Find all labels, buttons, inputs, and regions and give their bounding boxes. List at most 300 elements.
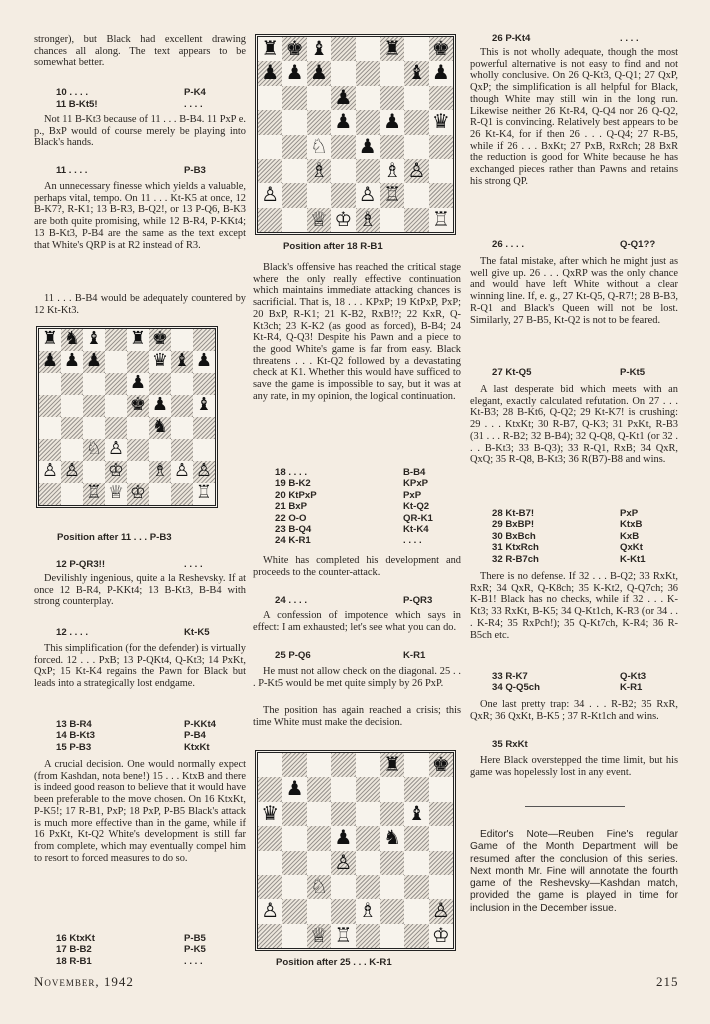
board-square	[83, 395, 105, 417]
board-square	[356, 826, 380, 850]
diagram-caption: Position after 18 R-B1	[283, 241, 383, 252]
board-square	[39, 395, 61, 417]
white-move: 35 RxKt	[492, 739, 528, 750]
black-move: P-KKt4	[184, 719, 216, 730]
white-king-icon: ♔	[129, 482, 147, 503]
board-square	[258, 777, 282, 801]
move-line	[34, 99, 246, 110]
board-square	[193, 417, 215, 439]
black-pawn-icon: ♟	[63, 350, 81, 371]
move-line	[253, 467, 461, 478]
black-move: P-B5	[184, 933, 206, 944]
black-queen-icon: ♛	[151, 350, 169, 371]
board-square	[331, 777, 355, 801]
board-square	[258, 86, 282, 110]
move-line	[34, 627, 246, 638]
white-move: 26 P-Kt4	[492, 33, 531, 44]
board-square	[127, 439, 149, 461]
black-move: QR-K1	[403, 512, 433, 524]
chess-diagram-2	[255, 34, 456, 235]
board-square	[282, 753, 306, 777]
board-square	[307, 826, 331, 850]
black-move: KPxP	[403, 478, 429, 490]
white-pawn-icon: ♙	[173, 460, 191, 481]
move-line	[470, 682, 678, 693]
white-bishop-icon: ♗	[358, 898, 377, 923]
black-move: . . . .	[184, 955, 203, 967]
board-square	[282, 826, 306, 850]
move-line	[470, 33, 678, 44]
black-move: P-K4	[184, 87, 206, 98]
white-king-icon: ♔	[431, 922, 450, 947]
white-rook-icon: ♖	[431, 206, 450, 231]
paragraph: Not 11 B-Kt3 because of 11 . . . B-B4. 11 PxP e. p., BxP would of course merely be playing into Black's hands.	[34, 114, 246, 149]
board-square	[404, 851, 428, 875]
chess-diagram-3	[255, 750, 456, 951]
black-king-icon: ♚	[129, 394, 147, 415]
black-pawn-icon: ♟	[85, 350, 103, 371]
white-knight-icon: ♘	[85, 438, 103, 459]
board-square	[282, 924, 306, 948]
white-move: 24 . . . .	[275, 595, 307, 606]
board-square	[39, 417, 61, 439]
board-square	[171, 417, 193, 439]
black-move: Q-Q1??	[620, 239, 656, 250]
black-move: P-B4	[184, 730, 206, 742]
board-square	[331, 135, 355, 159]
black-move: Kt-Q2	[403, 501, 430, 513]
board-square	[258, 159, 282, 183]
white-bishop-icon: ♗	[383, 157, 402, 182]
board-square	[429, 159, 453, 183]
white-pawn-icon: ♙	[261, 182, 280, 207]
board-square	[307, 753, 331, 777]
black-move: P-K5	[184, 944, 206, 956]
white-pawn-icon: ♙	[334, 849, 353, 874]
board-square	[404, 777, 428, 801]
black-rook-icon: ♜	[41, 328, 59, 349]
board-square	[149, 439, 171, 461]
move-line	[34, 742, 246, 753]
black-move: . . . .	[184, 99, 203, 110]
paragraph: 11 . . . B-B4 would be adequately countered by 12 Kt-Kt3.	[34, 293, 246, 316]
move-line	[470, 542, 678, 553]
white-knight-icon: ♘	[309, 133, 328, 158]
move-line	[253, 501, 461, 512]
board-square	[258, 924, 282, 948]
white-move: 16 KtxKt	[56, 933, 95, 944]
board-square	[429, 135, 453, 159]
board-square	[282, 183, 306, 207]
board-square	[380, 851, 404, 875]
board-square	[61, 373, 83, 395]
chess-diagram-1	[36, 326, 218, 508]
board-square	[149, 373, 171, 395]
black-move: K-Kt1	[620, 553, 646, 565]
black-move: PxP	[403, 489, 422, 501]
paragraph: A confession of impotence which says in effect: I am exhausted; let's see what you can do.	[253, 610, 461, 633]
board-square	[105, 351, 127, 373]
move-line	[253, 650, 461, 661]
black-move: B-B4	[403, 467, 426, 478]
board-square	[356, 924, 380, 948]
black-move: P-B3	[184, 165, 206, 176]
editors-note: Editor's Note—Reuben Fine's regular Game of the Month Department will be resumed after the conclusion of this series. Next month Mr. Fine will annotate the fourth game of the Reshevsky—Kashdan match, provided the game is played in time for inclusion in the December issue.	[470, 829, 678, 914]
board-square	[282, 802, 306, 826]
white-move: 27 Kt-Q5	[492, 367, 532, 378]
board-square	[356, 802, 380, 826]
board-square	[39, 373, 61, 395]
black-move: PxP	[620, 508, 639, 519]
footer-date: November, 1942	[34, 974, 134, 989]
board-square	[258, 875, 282, 899]
board-square	[61, 395, 83, 417]
board-square	[307, 86, 331, 110]
black-king-icon: ♚	[431, 36, 450, 60]
black-move: K-R1	[620, 682, 643, 694]
move-line	[253, 490, 461, 501]
board-square	[282, 208, 306, 232]
black-bishop-icon: ♝	[195, 394, 213, 415]
black-knight-icon: ♞	[63, 328, 81, 349]
board-square	[105, 373, 127, 395]
board-square	[429, 183, 453, 207]
board-square	[331, 61, 355, 85]
move-line	[470, 239, 678, 250]
paragraph: A last desperate bid which meets with an elegant, exactly calculated refutation. On 27 . . . Kt-B3; 28 B-Kt6, Q-Q2; 29 Kt-K7! is crushing: 29 . . . KtxKt; 30 R-B7, Q-K3; 31 PxKt, R-B3 (31 . . . R-B2; 32 B-B4); 32 Q-Q8, Q-Kt1 (or 32 . . . B-Kt3; 33 B-Q3); 33 R-Q1, RxB; 34 QxR, QxQ; 35 R-Q8, B-Kt3; 36 R(B7)-B8 and wins.	[470, 384, 678, 466]
move-line	[34, 944, 246, 955]
white-move: 14 B-Kt3	[56, 730, 95, 742]
white-move: 24 K-R1	[275, 535, 311, 547]
black-pawn-icon: ♟	[195, 350, 213, 371]
white-move: 19 B-K2	[275, 478, 311, 490]
black-pawn-icon: ♟	[358, 133, 377, 158]
paragraph: A crucial decision. One would normally expect (from Kashdan, nota bene!) 15 . . . KtxB and there is indeed good reason to believe that it would have been preferable to the move chosen. On 16 KtxKt, P-K5!; 17 R-B1, PxP; 18 PxP, P-B5 Black's attack is much more effective than in the game, while if 16 PxKt, Kt-Q2 White's development is still far from complete, which may eventually compel him to resort to forced measures to do so.	[34, 759, 246, 864]
paragraph: One last pretty trap: 34 . . . R-B2; 35 RxR, QxR; 36 QxKt, B-K5 ; 37 R-Kt1ch and wins.	[470, 699, 678, 722]
board-square	[258, 851, 282, 875]
black-queen-icon: ♛	[261, 800, 280, 825]
white-pawn-icon: ♙	[407, 157, 426, 182]
board-square	[380, 86, 404, 110]
board-square	[193, 329, 215, 351]
board-square	[429, 826, 453, 850]
white-move: 26 . . . .	[492, 239, 524, 250]
paragraph: There is no defense. If 32 . . . B-Q2; 33 RxKt, RxR; 34 QxR, Q-K8ch; 35 K-Kt2, Q-Q7ch; 36 K-B1! Black has no checks, while if 32 . . . K-Kt3; 33 RxKt, B-K5; 34 Q-Kt1ch, K-R3 (or 34 . . . K-R4; 35 RxPch!); 35 Q-Kt7ch, K-R4; 36 R-B5ch etc.	[470, 571, 678, 641]
white-move: 29 BxBP!	[492, 519, 535, 531]
white-queen-icon: ♕	[107, 482, 125, 503]
board-square	[380, 875, 404, 899]
black-move: . . . .	[184, 559, 203, 570]
board-square	[356, 61, 380, 85]
move-list	[470, 671, 678, 694]
black-move: QxKt	[620, 542, 643, 554]
paragraph: Devilishly ingenious, quite a la Reshevsky. If at once 12 B-R4, P-KKt4; 13 B-Kt3, B-B4 with strong counterplay.	[34, 573, 246, 608]
board-square	[404, 924, 428, 948]
black-king-icon: ♚	[431, 752, 450, 776]
white-bishop-icon: ♗	[151, 460, 169, 481]
board-square	[404, 135, 428, 159]
board-square	[61, 417, 83, 439]
board-square	[282, 135, 306, 159]
black-pawn-icon: ♟	[431, 60, 450, 85]
board-square	[193, 439, 215, 461]
black-pawn-icon: ♟	[334, 109, 353, 134]
divider	[525, 806, 625, 807]
board-square	[39, 483, 61, 505]
board-square	[83, 373, 105, 395]
white-move: 30 BxBch	[492, 530, 536, 542]
white-queen-icon: ♕	[309, 922, 328, 947]
board-square	[83, 417, 105, 439]
white-move: 11 B-Kt5!	[56, 99, 98, 110]
move-line	[470, 554, 678, 565]
black-pawn-icon: ♟	[261, 60, 280, 85]
paragraph: This is not wholly adequate, though the most powerful alternative is not easy to find and not wholly conclusive. On 26 Q-Kt3, Q-Q1; 27 QxP, QxP; the simplification is all helpful for Black, though White may still win in the long run. Likewise neither 26 Kt-R4, Q-Q4 nor 26 Q-Q2, R-Q1 is convincing. Relatively best appears to be 26 Kt-K4, for if then 26 . . . Q-Q4; 27 R-B5, while if 26 . . . BxKt; 27 PxB, RxRch; 28 BxR the reduction is good for White because he has exchanged pieces rather than Pawns and retains his strong QP.	[470, 47, 678, 187]
board-square	[380, 208, 404, 232]
board-square	[127, 351, 149, 373]
black-rook-icon: ♜	[129, 328, 147, 349]
paragraph: The fatal mistake, after which he might just as well give up. 26 . . . QxRP was the only chance and would have left White without a clear winning line. If, e. g., 27 Kt-Q5, Q-R7!; 28 B-B3, R-Q1 and Black's Queen will not be lost. Similarly, 27 B-B5, Kt-Q2 is not to be feared.	[470, 256, 678, 326]
board-square	[149, 483, 171, 505]
black-pawn-icon: ♟	[285, 60, 304, 85]
board-square	[331, 37, 355, 61]
white-knight-icon: ♘	[309, 873, 328, 898]
move-list	[470, 508, 678, 565]
board-square	[404, 208, 428, 232]
move-line	[34, 87, 246, 98]
board-square	[307, 899, 331, 923]
black-move: P-Kt5	[620, 367, 646, 378]
board-square	[258, 208, 282, 232]
move-list	[34, 933, 246, 967]
white-pawn-icon: ♙	[107, 438, 125, 459]
move-line	[470, 508, 678, 519]
board-square	[380, 61, 404, 85]
move-line	[253, 478, 461, 489]
board-square	[404, 86, 428, 110]
board-square	[171, 395, 193, 417]
black-move: P-QR3	[403, 595, 433, 606]
white-move: 28 Kt-B7!	[492, 508, 535, 519]
board-square	[282, 851, 306, 875]
board-square	[127, 417, 149, 439]
white-queen-icon: ♕	[309, 206, 328, 231]
board-square	[105, 417, 127, 439]
black-pawn-icon: ♟	[151, 394, 169, 415]
board-square	[83, 461, 105, 483]
move-line	[253, 595, 461, 606]
board-square	[331, 183, 355, 207]
board-square	[307, 777, 331, 801]
move-list	[253, 467, 461, 547]
move-line	[470, 519, 678, 530]
white-move: 34 Q-Q5ch	[492, 682, 540, 694]
board-square	[61, 439, 83, 461]
board-square	[193, 373, 215, 395]
black-king-icon: ♚	[285, 36, 304, 60]
paragraph: An unnecessary finesse which yields a valuable, perhaps vital, tempo. On 11 . . . Kt-K5 at once, 12 B-K7?, R-K1; 13 B-R3, B-Q2!, or 13 P-Q6, B-K3 are both quite promising, while 12 B-R4, P-KKt4; 13 B-Kt3, P-B4 are the same as the text except that White's QRP is at R2 instead of R3.	[34, 181, 246, 251]
board-square	[404, 826, 428, 850]
black-pawn-icon: ♟	[129, 372, 147, 393]
board-square	[307, 110, 331, 134]
board-square	[105, 395, 127, 417]
paragraph: Black's offensive has reached the critical stage where the only really effective continuation which maintains immediate attacking chances is sacrificial. That is, 18 . . . KPxP; 19 KtPxP, PxP; 20 BxP, R-K1; 21 K-B2, RxB!?; 22 KxR, Q-Kt3ch; 23 K-K2 (as good as forced), B-B4; 24 Kt-R4, Q-Q3! Despite his Pawn and a piece to the good White's game is far from easy. Black threatens . . . Kt-Q2 followed by a devastating check at K1. Whether this would have sufficed to save the game is impossible to say, but it was at any rate, in my opinion, the logical continuation.	[253, 262, 461, 402]
board-square	[282, 899, 306, 923]
board-square	[356, 851, 380, 875]
black-pawn-icon: ♟	[334, 825, 353, 850]
black-pawn-icon: ♟	[309, 60, 328, 85]
white-pawn-icon: ♙	[431, 898, 450, 923]
board-square	[380, 899, 404, 923]
white-king-icon: ♔	[107, 460, 125, 481]
white-move: 32 R-B7ch	[492, 553, 539, 565]
white-move: 25 P-Q6	[275, 650, 311, 661]
white-rook-icon: ♖	[195, 482, 213, 503]
board-square	[331, 875, 355, 899]
white-move: 11 . . . .	[56, 165, 88, 176]
black-pawn-icon: ♟	[334, 84, 353, 109]
paragraph: The position has again reached a crisis; this time White must make the decision.	[253, 705, 461, 728]
board-square	[429, 875, 453, 899]
board-square	[258, 753, 282, 777]
board-square	[258, 826, 282, 850]
black-pawn-icon: ♟	[285, 776, 304, 801]
board-square	[356, 159, 380, 183]
board-square	[356, 875, 380, 899]
board-square	[380, 777, 404, 801]
white-king-icon: ♔	[334, 206, 353, 231]
board-square	[282, 875, 306, 899]
move-line	[470, 739, 678, 750]
white-move: 18 . . . .	[275, 467, 307, 478]
board-square	[356, 110, 380, 134]
black-move: . . . .	[403, 535, 422, 547]
black-bishop-icon: ♝	[407, 800, 426, 825]
board-square	[356, 86, 380, 110]
move-list	[34, 719, 246, 753]
board-square	[356, 37, 380, 61]
board-square	[127, 461, 149, 483]
board-square	[282, 110, 306, 134]
white-pawn-icon: ♙	[261, 898, 280, 923]
black-king-icon: ♚	[151, 328, 169, 349]
board-square	[404, 110, 428, 134]
white-pawn-icon: ♙	[195, 460, 213, 481]
board-square	[105, 329, 127, 351]
black-rook-icon: ♜	[383, 36, 402, 60]
board-square	[380, 135, 404, 159]
board-square	[307, 851, 331, 875]
board-square	[331, 753, 355, 777]
board-square	[171, 373, 193, 395]
white-move: 20 KtPxP	[275, 489, 317, 501]
black-bishop-icon: ♝	[309, 36, 328, 60]
white-move: 33 R-K7	[492, 671, 528, 682]
black-pawn-icon: ♟	[383, 109, 402, 134]
white-bishop-icon: ♗	[358, 206, 377, 231]
board-square	[282, 159, 306, 183]
board-square	[380, 802, 404, 826]
board-square	[429, 86, 453, 110]
white-move: 12 . . . .	[56, 627, 88, 638]
white-pawn-icon: ♙	[63, 460, 81, 481]
board-square	[404, 899, 428, 923]
move-line	[34, 559, 246, 570]
board-square	[356, 777, 380, 801]
white-move: 15 P-B3	[56, 741, 92, 753]
white-move: 13 B-R4	[56, 719, 92, 730]
move-line	[470, 367, 678, 378]
move-line	[34, 933, 246, 944]
white-move: 18 R-B1	[56, 955, 92, 967]
move-line	[253, 524, 461, 535]
white-move: 22 O-O	[275, 512, 307, 524]
board-square	[307, 802, 331, 826]
board-square	[171, 483, 193, 505]
white-move: 21 BxP	[275, 501, 307, 513]
white-pawn-icon: ♙	[358, 182, 377, 207]
board-square	[331, 899, 355, 923]
white-move: 17 B-B2	[56, 944, 92, 956]
board-square	[331, 159, 355, 183]
paragraph: Here Black overstepped the time limit, but his game was hopelessly lost in any event.	[470, 755, 678, 778]
board-square	[429, 802, 453, 826]
black-rook-icon: ♜	[383, 752, 402, 776]
white-rook-icon: ♖	[383, 182, 402, 207]
black-move: KtxB	[620, 519, 643, 531]
white-move: 31 KtxRch	[492, 542, 539, 554]
black-move: . . . .	[620, 33, 639, 44]
diagram-caption: Position after 11 . . . P-B3	[57, 532, 172, 543]
paragraph: This simplification (for the defender) is virtually forced. 12 . . . PxB; 13 P-QKt4, Q-Kt3; 14 PxKt, QxP; 15 Kt-K4 regains the Pawn for Black but leads into a strategically lost endgame.	[34, 643, 246, 690]
white-move: 12 P-QR3!!	[56, 559, 106, 570]
white-rook-icon: ♖	[334, 922, 353, 947]
paragraph: He must not allow check on the diagonal. 25 . . . P-Kt5 would be met quite simply by 26 PxP.	[253, 666, 461, 689]
black-knight-icon: ♞	[151, 416, 169, 437]
board-square	[404, 875, 428, 899]
move-line	[253, 535, 461, 546]
board-square	[429, 851, 453, 875]
move-line	[470, 671, 678, 682]
black-bishop-icon: ♝	[85, 328, 103, 349]
move-line	[253, 513, 461, 524]
board-square	[282, 86, 306, 110]
black-bishop-icon: ♝	[407, 60, 426, 85]
black-pawn-icon: ♟	[41, 350, 59, 371]
move-line	[470, 531, 678, 542]
board-square	[39, 439, 61, 461]
black-rook-icon: ♜	[261, 36, 280, 60]
black-move: Kt-K5	[184, 627, 210, 638]
board-square	[307, 183, 331, 207]
black-move: KtxKt	[184, 741, 210, 753]
black-move: KxB	[620, 530, 640, 542]
white-bishop-icon: ♗	[309, 157, 328, 182]
board-square	[171, 439, 193, 461]
move-line	[34, 730, 246, 741]
page-number: 215	[656, 974, 679, 989]
board-square	[429, 777, 453, 801]
black-move: Q-Kt3	[620, 671, 647, 682]
white-move: 23 B-Q4	[275, 523, 312, 535]
move-line	[34, 956, 246, 967]
diagram-caption: Position after 25 . . . K-R1	[276, 957, 392, 968]
white-move: 10 . . . .	[56, 87, 88, 98]
move-line	[34, 719, 246, 730]
board-square	[61, 483, 83, 505]
white-rook-icon: ♖	[85, 482, 103, 503]
board-square	[258, 110, 282, 134]
